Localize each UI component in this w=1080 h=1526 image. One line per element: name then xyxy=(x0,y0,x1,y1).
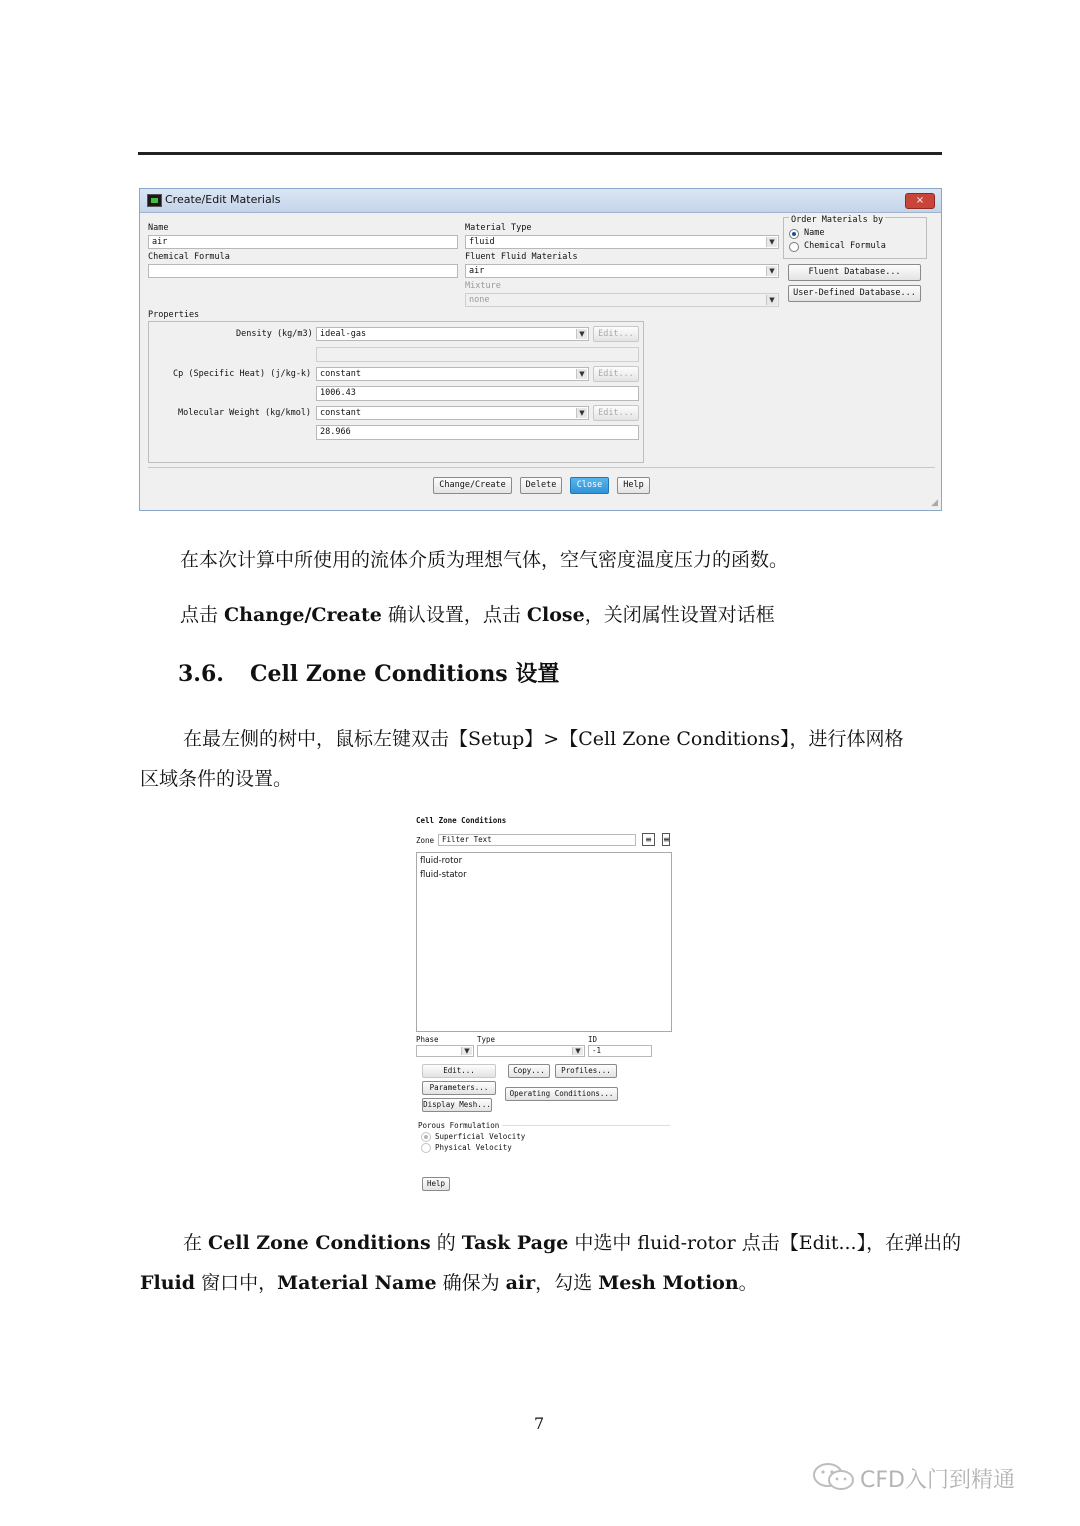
help-button[interactable]: Help xyxy=(617,477,650,494)
properties-label: Properties xyxy=(148,310,200,320)
id-label: ID xyxy=(588,1035,598,1044)
physical-velocity-radio xyxy=(421,1143,431,1153)
cp-label: Cp (Specific Heat) (j/kg-k) xyxy=(173,369,312,379)
density-value-field xyxy=(316,347,639,362)
molecular-weight-edit-button: Edit... xyxy=(593,405,639,421)
type-label: Type xyxy=(477,1035,496,1044)
chevron-down-icon: ▼ xyxy=(576,369,587,379)
order-by-formula-label: Chemical Formula xyxy=(804,241,886,251)
wechat-watermark-icon xyxy=(812,1461,856,1497)
chemical-formula-label: Chemical Formula xyxy=(148,252,230,262)
dialog-titlebar xyxy=(140,189,941,213)
chevron-down-icon: ▼ xyxy=(766,237,777,247)
zone-filter-input[interactable]: Filter Text xyxy=(438,834,636,846)
phase-label: Phase xyxy=(416,1035,439,1044)
chevron-down-icon: ▼ xyxy=(766,295,777,305)
cellzone-help-button[interactable]: Help xyxy=(422,1177,450,1191)
cp-edit-button: Edit... xyxy=(593,366,639,382)
resize-grip-icon[interactable]: ◢ xyxy=(931,498,938,508)
cp-value-input[interactable]: 1006.43 xyxy=(316,386,639,401)
type-select[interactable] xyxy=(477,1045,585,1057)
fluent-app-icon xyxy=(147,194,162,207)
zone-item-fluid-rotor[interactable]: fluid-rotor xyxy=(420,856,463,866)
section-heading: 3.6. Cell Zone Conditions 设置 xyxy=(178,661,560,687)
zone-item-fluid-stator[interactable]: fluid-stator xyxy=(420,870,467,880)
fluent-fluid-materials-label: Fluent Fluid Materials xyxy=(465,252,578,262)
display-mesh-button[interactable]: Display Mesh... xyxy=(422,1098,492,1112)
chevron-down-icon: ▼ xyxy=(766,266,777,276)
header-rule xyxy=(138,152,942,155)
copy-button[interactable]: Copy... xyxy=(508,1064,550,1078)
profiles-button[interactable]: Profiles... xyxy=(555,1064,617,1078)
order-by-name-radio[interactable] xyxy=(789,229,799,239)
order-by-formula-radio[interactable] xyxy=(789,242,799,252)
dialog-separator xyxy=(148,467,935,468)
paragraph-task-page-line1: 在 Cell Zone Conditions 的 Task Page 中选中 fluid-rotor 点击【Edit...】，在弹出的 xyxy=(183,1232,962,1254)
chevron-down-icon: ▼ xyxy=(461,1047,472,1055)
close-window-button[interactable]: × xyxy=(905,193,935,209)
order-by-name-label: Name xyxy=(804,228,825,238)
chevron-down-icon: ▼ xyxy=(576,408,587,418)
cell-zone-conditions-panel xyxy=(410,810,672,1200)
list-options-icon[interactable]: ≡ xyxy=(663,835,670,844)
material-type-label: Material Type xyxy=(465,223,532,233)
superficial-velocity-radio xyxy=(421,1132,431,1142)
fluent-fluid-materials-select[interactable]: air ▼ xyxy=(465,264,779,278)
chevron-down-icon: ▼ xyxy=(572,1047,583,1055)
dialog-title: Create/Edit Materials xyxy=(165,193,281,206)
watermark-text: CFD入门到精通 xyxy=(860,1468,1015,1493)
density-label: Density (kg/m3) xyxy=(236,329,313,339)
phase-select[interactable] xyxy=(416,1045,474,1057)
porous-divider xyxy=(502,1125,670,1126)
mixture-label: Mixture xyxy=(465,281,501,291)
close-button[interactable]: Close xyxy=(570,477,609,494)
change-create-button[interactable]: Change/Create xyxy=(433,477,512,494)
mixture-select: none ▼ xyxy=(465,293,779,307)
molecular-weight-label: Molecular Weight (kg/kmol) xyxy=(178,408,312,418)
order-materials-label: Order Materials by xyxy=(791,215,884,225)
density-method-select[interactable]: ideal-gas ▼ xyxy=(316,327,589,341)
paragraph-setup-line1: 在最左侧的树中，鼠标左键双击【Setup】>【Cell Zone Conditions】，进行体网格 xyxy=(183,728,904,750)
cp-method-select[interactable]: constant ▼ xyxy=(316,367,589,381)
paragraph-setup-line2: 区域条件的设置。 xyxy=(140,768,293,790)
material-type-select[interactable]: fluid ▼ xyxy=(465,235,779,249)
porous-formulation-label: Porous Formulation xyxy=(418,1121,500,1130)
filter-options-icon[interactable]: ≡ xyxy=(642,833,655,846)
superficial-velocity-label: Superficial Velocity xyxy=(435,1132,526,1141)
chemical-formula-input[interactable] xyxy=(148,264,458,278)
page-number: 7 xyxy=(534,1414,545,1433)
edit-button[interactable]: Edit... xyxy=(422,1064,496,1078)
name-label: Name xyxy=(148,223,169,233)
chevron-down-icon: ▼ xyxy=(576,329,587,339)
zone-label: Zone xyxy=(416,836,435,845)
operating-conditions-button[interactable]: Operating Conditions... xyxy=(505,1087,618,1101)
create-edit-materials-dialog xyxy=(139,188,942,511)
density-edit-button: Edit... xyxy=(593,326,639,342)
name-input[interactable]: air xyxy=(148,235,458,249)
molecular-weight-method-select[interactable]: constant ▼ xyxy=(316,406,589,420)
paragraph-change-create: 点击 Change/Create 确认设置，点击 Close，关闭属性设置对话框 xyxy=(180,604,775,626)
id-field: -1 xyxy=(588,1045,652,1057)
parameters-button[interactable]: Parameters... xyxy=(422,1081,496,1095)
fluent-database-button[interactable]: Fluent Database... xyxy=(788,264,921,281)
delete-button[interactable]: Delete xyxy=(520,477,562,494)
user-defined-database-button[interactable]: User-Defined Database... xyxy=(788,285,921,302)
paragraph-task-page-line2: Fluid 窗口中，Material Name 确保为 air，勾选 Mesh Motion。 xyxy=(140,1272,758,1294)
molecular-weight-value-input[interactable]: 28.966 xyxy=(316,425,639,440)
physical-velocity-label: Physical Velocity xyxy=(435,1143,512,1152)
cell-zone-title: Cell Zone Conditions xyxy=(416,816,507,825)
paragraph-ideal-gas: 在本次计算中所使用的流体介质为理想气体，空气密度温度压力的函数。 xyxy=(180,549,789,571)
